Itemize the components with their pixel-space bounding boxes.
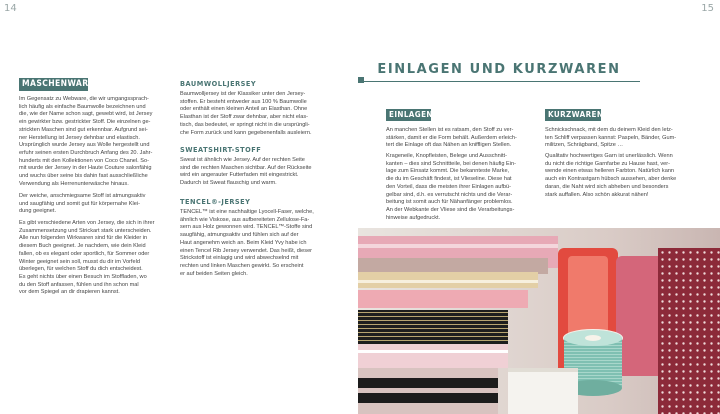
baumwolljersey-title: BAUMWOLLJERSEY — [180, 80, 257, 88]
sweatshirt-text: Sweat ist ähnlich wie Jersey. Auf der rechten Seite sind die rechten Maschen sichtbar. Auf der Rückseite wird ein angerauter Futterfaden mit eingestrickt. Dadurch ist Sweat flauschig und warm. — [180, 157, 312, 187]
maschenware-heading: MASCHENWARE — [19, 78, 88, 91]
baumwolljersey-text: Baumwolljersey ist der Klassiker unter den Jersey- stoffen. Er besteht entweder aus 100 % Baumwolle oder enthält einen kleinen Anteil an Elasthan. Ohne Elasthan ist der Stoff zwar dehnbar, aber nicht elas- tisch, das bedeutet, er springt nicht in die ursprüngli- che Form zurück und kann gegebenenfalls ausleiern. — [180, 91, 312, 136]
kurzwaren-paragraph-1: Schnickschnack, mit dem du deinem Kleid den letz- ten Schliff verpassen kannst: Paspeln, Bänder, Gum- militzen, Schrägband, Spitze … — [545, 127, 677, 149]
einlagen-heading: EINLAGEN — [386, 109, 431, 121]
tencel-text: TENCEL™ ist eine nachhaltige Lyocell-Faser, welche, ähnlich wie Viskose, aus aufbereiteten Zellulose-Fa- sern aus Holz gewonnen wird. TENCEL™-Stoffe sind saugfähig, atmungsaktiv und fühlen sich auf der Haut angenehm weich an. Beim Kleid Yvy habe ich einen Tencel Rib Jersey verwendet. Das heißt, dieser Strickstoff ist einlagig und wird abwechselnd mit rechten und linken Maschen gewirkt. So erscheint er auf beiden Seiten gleich. — [180, 209, 314, 277]
banner-title: EINLAGEN UND KURZWAREN — [377, 62, 621, 77]
page-number-left: 14 — [4, 3, 17, 14]
trims-photo — [358, 228, 720, 414]
trims-photo-illustration — [358, 228, 720, 414]
maschenware-paragraph-2: Der weiche, anschmiegsame Stoff ist atmungsaktiv und saugfähig und somit gut für körpernahe Klei- dung geeignet. — [19, 193, 146, 215]
maschenware-paragraph-3: Es gibt verschiedene Arten von Jersey, die sich in ihrer Zusammensetzung und Strickart stark unterscheiden. Alle nun folgenden Wirkwaren sind für die Kleider in diesem Buch geeignet. Je nachdem, wie dein Kleid fallen, ob es elegant oder sportlich, für Sommer oder Winter geeignet sein soll, musst du dir im Vorfeld überlegen, für welchen Stoff du dich entscheidest. Es geht nichts über einen Besuch im Stoffladen, wo du den Stoff anfassen, fühlen und ihn schon mal vor dem Spiegel an dir drapieren kannst. — [19, 220, 155, 296]
einlagen-paragraph-2: Krageneile, Knopfleisten, Belege und Ausschnitt- kanten – dies sind Schnittteile, bei denen häufig Ein- lage zum Einsatz kommt. Die bekannteste Marke, die du im Geschäft findest, ist Vlieseline. Diese hat den Vorteil, dass die meisten ihrer Einlagen aufbü- gelbar sind, d.h. es verrutscht nichts und die Verar- beitung ist somit auch für Nähanfänger problemlos. An der Webkante der Vliese sind die Verarbeitungs- hinweise aufgedruckt. — [386, 153, 516, 221]
kurzwaren-paragraph-2: Qualitativ hochwertiges Garn ist unerlässlich. Wenn du nicht die richtige Garnfarbe zu Hause hast, ver- wende einen etwas helleren Farbton. Natürlich kann auch ein Kontrastgarn hübsch aussehen, aber denke daran, die Naht wird sich abheben und besonders stark auffallen. Also schön akkurat nähen! — [545, 153, 677, 198]
kurzwaren-heading: KURZWAREN — [545, 109, 601, 121]
sweatshirt-title: SWEATSHIRT-STOFF — [180, 146, 262, 154]
tencel-title: TENCEL®-JERSEY — [180, 198, 251, 206]
maschenware-paragraph-1: Im Gegensatz zu Webware, die wir umgangssprach- lich häufig als einfache Baumwolle bezeichnen und die, wie der Name schon sagt, gewebt wird, ist Jersey ein gewirkter bzw. gestrickter Stoff. Die einzelnen ge- strickten Maschen sind gut erkennbar. Aufgrund sei- ner Herstellung ist Jersey dehnbar und elastisch. Ursprünglich wurde Jersey aus Wolle hergestellt und erfuhr seinen ersten Durchbruch Anfang des 20. Jahr- hunderts mit den Kollektionen von Coco Chanel. So- mit wurde der Jersey in der Haute Couture salonfähig und wuchs über seine bis dahin fast ausschließliche Verwendung als Herrenunterwäsche hinaus. — [19, 96, 153, 187]
banner — [358, 61, 640, 82]
einlagen-paragraph-1: An manchen Stellen ist es ratsam, den Stoff zu ver- stärken, damit er die Form behält. Außerdem erleich- tert die Einlage oft das Nähen an kniffligen Stellen. — [386, 127, 517, 149]
page-number-right: 15 — [701, 3, 714, 14]
